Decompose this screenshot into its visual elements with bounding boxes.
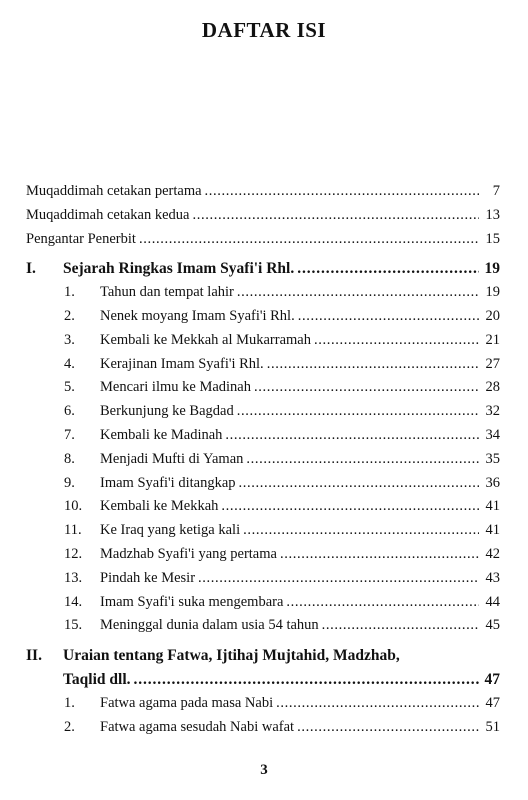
toc-entry-text: Nenek moyang Imam Syafi'i Rhl. [100,307,295,324]
dot-leader [134,668,479,692]
toc-sub-entry[interactable] [26,400,500,424]
toc-entry-text: Madzhab Syafi'i yang pertama [100,545,277,562]
toc-entry-text: Ke Iraq yang ketiga kali [100,522,241,539]
dot-leader [298,305,479,329]
dot-leader [237,400,479,424]
toc-sub-entry[interactable] [26,353,500,377]
dot-leader [243,519,479,543]
toc-section-1[interactable] [26,257,500,281]
toc-sub-entry[interactable] [26,692,500,716]
dot-leader [237,281,479,305]
toc-page-number: 47 [484,670,500,688]
toc-page-number: 51 [485,718,500,735]
page-number: 3 [260,762,268,778]
toc-page-number: 19 [485,284,500,301]
item-number: 10. [64,498,83,515]
toc-section-2[interactable] [26,644,500,692]
item-number: 6. [64,403,75,420]
item-number: 2. [64,718,75,735]
dot-leader [205,180,479,204]
toc-sub-entry[interactable] [26,472,500,496]
toc-entry-text: Kerajinan Imam Syafi'i Rhl. [100,355,264,372]
toc-entry-preface-1[interactable] [26,180,500,204]
toc-entry-text: Berkunjung ke Bagdad [100,403,234,420]
section-title-line1: Uraian tentang Fatwa, Ijtihaj Mujtahid, Madzhab, [63,647,400,665]
item-number: 1. [64,694,75,711]
table-of-contents [26,180,500,739]
item-number: 9. [64,474,75,491]
toc-sub-entry[interactable] [26,519,500,543]
dot-leader [297,716,479,740]
toc-page-number: 32 [485,403,500,420]
toc-page-number: 15 [485,230,500,247]
dot-leader [267,353,479,377]
toc-page-number: 13 [485,206,500,223]
toc-page-number: 7 [492,183,500,199]
toc-entry-text: Meninggal dunia dalam usia 54 tahun [100,617,319,634]
toc-sub-entry[interactable] [26,448,500,472]
dot-leader [192,204,479,228]
dot-leader [322,614,479,638]
dot-leader [254,376,479,400]
toc-entry-text: Kembali ke Madinah [100,426,223,443]
item-number: 5. [64,379,75,396]
toc-entry-text: Pindah ke Mesir [100,569,196,586]
section-title-line2: Taqlid dll. [63,670,131,688]
toc-entry-preface-2[interactable] [26,204,500,228]
item-number: 4. [64,355,75,372]
dot-leader [297,257,479,281]
dot-leader [239,472,480,496]
item-number: 2. [64,307,75,324]
dot-leader [221,495,479,519]
toc-page-number: 34 [485,426,500,443]
section-title: Sejarah Ringkas Imam Syafi'i Rhl. [63,260,295,278]
item-number: 11. [64,522,82,539]
item-number: 12. [64,545,83,562]
item-number: 8. [64,450,75,467]
toc-page-number: 42 [485,545,500,562]
toc-sub-entry[interactable] [26,424,500,448]
toc-entry-text: Imam Syafi'i ditangkap [100,474,236,491]
toc-entry-text: Muqaddimah cetakan pertama [26,183,202,199]
toc-sub-entry[interactable] [26,376,500,400]
item-number: 13. [64,569,83,586]
toc-page-number: 47 [485,694,500,711]
item-number: 15. [64,617,83,634]
item-number: 1. [64,284,75,301]
dot-leader [276,692,479,716]
toc-page-number: 36 [485,474,500,491]
toc-sub-entry[interactable] [26,543,500,567]
toc-page-number: 19 [484,260,500,278]
dot-leader [314,329,479,353]
toc-page-number: 20 [485,307,500,324]
toc-sub-entry[interactable] [26,281,500,305]
item-number: 7. [64,426,75,443]
toc-page-number: 21 [485,331,500,348]
toc-sub-entry[interactable] [26,567,500,591]
toc-entry-text: Kembali ke Mekkah [100,498,219,515]
dot-leader [246,448,479,472]
toc-page-number: 28 [485,379,500,396]
toc-sub-entry[interactable] [26,716,500,740]
toc-entry-preface-3[interactable] [26,228,500,252]
toc-page-number: 41 [485,522,500,539]
section-number: II. [26,647,42,665]
toc-page-number: 44 [485,593,500,610]
toc-page-number: 35 [485,450,500,467]
toc-page-number: 43 [485,569,500,586]
dot-leader [139,228,479,252]
toc-page-number: 27 [485,355,500,372]
dot-leader [198,567,479,591]
dot-leader [225,424,479,448]
toc-entry-text: Fatwa agama sesudah Nabi wafat [100,718,295,735]
toc-entry-text: Menjadi Mufti di Yaman [100,450,244,467]
toc-entry-text: Fatwa agama pada masa Nabi [100,694,274,711]
toc-sub-entry[interactable] [26,495,500,519]
toc-entry-text: Tahun dan tempat lahir [100,284,234,301]
toc-entry-text: Mencari ilmu ke Madinah [100,379,251,396]
toc-entry-text: Kembali ke Mekkah al Mukarramah [100,331,311,348]
toc-entry-text: Muqaddimah cetakan kedua [26,206,190,223]
dot-leader [280,543,479,567]
toc-entry-text: Pengantar Penerbit [26,230,136,247]
toc-sub-entry[interactable] [26,305,500,329]
section-number: I. [26,260,36,278]
toc-page-number: 41 [485,498,500,515]
item-number: 3. [64,331,75,348]
toc-page-number: 45 [485,617,500,634]
toc-entry-text: Imam Syafi'i suka mengembara [100,593,284,610]
page-title: DAFTAR ISI [201,18,327,42]
dot-leader [286,591,479,615]
item-number: 14. [64,593,83,610]
toc-sub-entry[interactable] [26,329,500,353]
toc-sub-entry[interactable] [26,591,500,615]
toc-sub-entry[interactable] [26,614,500,638]
